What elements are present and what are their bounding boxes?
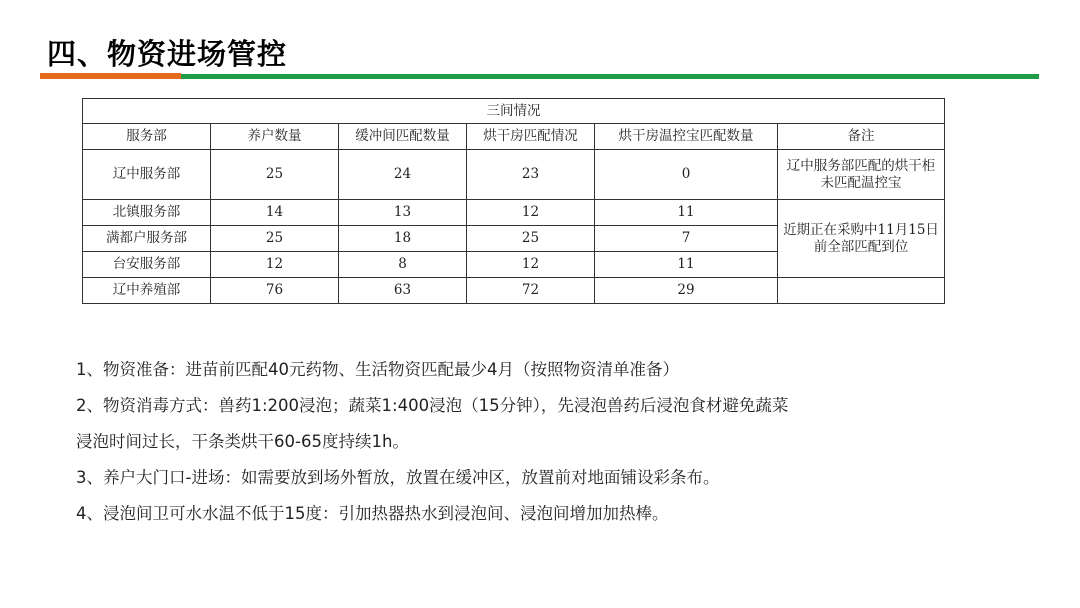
cell-buffer: 13 bbox=[339, 200, 467, 226]
header-remarks: 备注 bbox=[778, 124, 945, 150]
header-households: 养户数量 bbox=[211, 124, 339, 150]
cell-temp-control: 0 bbox=[595, 150, 778, 200]
cell-dept: 辽中养殖部 bbox=[83, 278, 211, 304]
cell-buffer: 24 bbox=[339, 150, 467, 200]
cell-dept: 北镇服务部 bbox=[83, 200, 211, 226]
cell-temp-control: 11 bbox=[595, 200, 778, 226]
cell-temp-control: 11 bbox=[595, 252, 778, 278]
cell-households: 14 bbox=[211, 200, 339, 226]
cell-temp-control: 29 bbox=[595, 278, 778, 304]
three-rooms-table bbox=[82, 98, 945, 304]
note-item: 3、养户大门口-进场：如需要放到场外暂放，放置在缓冲区，放置前对地面铺设彩条布。 bbox=[76, 468, 720, 487]
notes-list bbox=[76, 352, 956, 532]
cell-temp-control: 7 bbox=[595, 226, 778, 252]
header-buffer-count: 缓冲间匹配数量 bbox=[339, 124, 467, 150]
note-item: 4、浸泡间卫可水水温不低于15度：引加热器热水到浸泡间、浸泡间增加加热棒。 bbox=[76, 504, 669, 523]
cell-drying: 25 bbox=[467, 226, 595, 252]
note-item: 浸泡时间过长，干条类烘干60-65度持续1h。 bbox=[76, 432, 409, 451]
table-caption-row bbox=[83, 99, 945, 124]
table-row bbox=[83, 278, 945, 304]
header-service-dept: 服务部 bbox=[83, 124, 211, 150]
table-header-row bbox=[83, 124, 945, 150]
cell-buffer: 18 bbox=[339, 226, 467, 252]
cell-drying: 12 bbox=[467, 252, 595, 278]
cell-dept: 满都户服务部 bbox=[83, 226, 211, 252]
cell-drying: 72 bbox=[467, 278, 595, 304]
title-underline-green bbox=[181, 74, 1039, 79]
cell-households: 76 bbox=[211, 278, 339, 304]
cell-buffer: 8 bbox=[339, 252, 467, 278]
cell-buffer: 63 bbox=[339, 278, 467, 304]
cell-remark-group: 近期正在采购中11月15日前全部匹配到位 bbox=[778, 200, 945, 278]
cell-dept: 台安服务部 bbox=[83, 252, 211, 278]
header-temp-control-count: 烘干房温控宝匹配数量 bbox=[595, 124, 778, 150]
page-title: 四、物资进场管控 bbox=[47, 37, 288, 71]
cell-households: 25 bbox=[211, 150, 339, 200]
table-row bbox=[83, 200, 945, 226]
note-item: 2、物资消毒方式：兽药1:200浸泡；蔬菜1:400浸泡（15分钟），先浸泡兽药后浸泡食材避免蔬菜 bbox=[76, 396, 789, 415]
cell-dept: 辽中服务部 bbox=[83, 150, 211, 200]
title-underline-orange bbox=[40, 73, 181, 79]
cell-remark-liaozhong: 辽中服务部匹配的烘干柜未匹配温控宝 bbox=[778, 150, 945, 200]
note-item: 1、物资准备：进苗前匹配40元药物、生活物资匹配最少4月（按照物资清单准备） bbox=[76, 360, 679, 379]
cell-households: 12 bbox=[211, 252, 339, 278]
table-caption: 三间情况 bbox=[83, 99, 945, 124]
cell-drying: 23 bbox=[467, 150, 595, 200]
table-row bbox=[83, 150, 945, 200]
cell-households: 25 bbox=[211, 226, 339, 252]
cell-remark-empty bbox=[778, 278, 945, 304]
cell-drying: 12 bbox=[467, 200, 595, 226]
header-drying-status: 烘干房匹配情况 bbox=[467, 124, 595, 150]
